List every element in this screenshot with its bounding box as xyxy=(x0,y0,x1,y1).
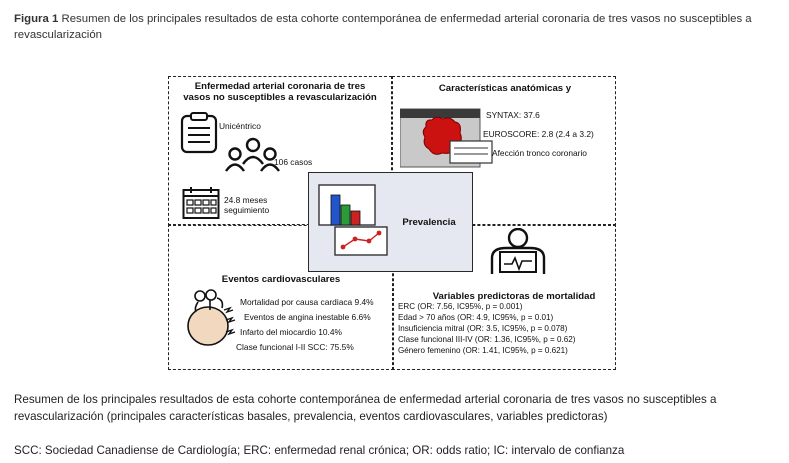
cohort-title-line1: Enfermedad arterial coronaria de tres xyxy=(194,81,366,92)
calendar-icon xyxy=(182,186,220,220)
figure-caption xyxy=(14,11,779,43)
predictor-item-2: Edad > 70 años (OR: 4.9, IC95%, p = 0.01) xyxy=(398,313,554,322)
events-title: Eventos cardiovasculares xyxy=(221,274,341,285)
casos-text: 106 casos xyxy=(274,157,313,167)
figure-caption-text: Resumen de los principales resultados de esta cohorte contemporánea de enfermedad arterial coronaria de tres vasos no susceptibles a revascularización xyxy=(14,13,752,41)
summary-text: Resumen de los principales resultados de esta cohorte contemporánea de enfermedad arterial coronaria de tres vasos no susceptibles a revascularización (principales características basales, prevalencia, eventos cardiovasculares, variables predictoras) xyxy=(14,393,717,423)
predictors-title: Variables predictoras de mortalidad xyxy=(432,291,596,302)
prevalence-label: Prevalencia xyxy=(402,217,456,228)
heart-organ-icon xyxy=(184,288,238,348)
figure-label: Figura 1 xyxy=(14,13,59,25)
monitor-heart-icon xyxy=(400,103,496,169)
prevalence-chart-icon xyxy=(315,183,391,259)
clipboard-icon xyxy=(180,112,218,154)
syntax-text: SYNTAX: 37.6 xyxy=(486,110,540,120)
summary-figure xyxy=(168,76,616,370)
cohort-title-line2: vasos no susceptibles a revascularización xyxy=(183,92,377,103)
anatomic-title: Características anatómicas y xyxy=(438,83,572,94)
event-item-4: Clase funcional I-II SCC: 75.5% xyxy=(236,342,354,352)
predictor-item-5: Género femenino (OR: 1.41, IC95%, p = 0.621) xyxy=(398,346,568,355)
euroscore-text: EUROSCORE: 2.8 (2.4 a 3.2) xyxy=(483,129,594,139)
seguimiento-line2: seguimiento xyxy=(224,205,270,215)
predictor-item-4: Clase funcional III-IV (OR: 1.36, IC95%, p = 0.62) xyxy=(398,335,576,344)
event-item-1: Mortalidad por causa cardiaca 9.4% xyxy=(240,297,374,307)
predictor-item-3: Insuficiencia mitral (OR: 3.5, IC95%, p = 0.078) xyxy=(398,324,568,333)
abbreviations-text: SCC: Sociedad Canadiense de Cardiología; ERC: enfermedad renal crónica; OR: odds ratio; IC: intervalo de confianza xyxy=(14,444,625,457)
prevalence-box xyxy=(308,172,473,272)
seguimiento-text xyxy=(224,195,269,215)
predictor-item-1: ERC (OR: 7.56, IC95%, p = 0.001) xyxy=(398,302,523,311)
tronco-text: Afección tronco coronario xyxy=(492,148,587,158)
seguimiento-line1: 24.8 meses xyxy=(224,195,268,205)
cohort-title xyxy=(172,81,388,103)
unicentrico-text: Unicéntrico xyxy=(219,121,261,131)
patient-monitor-icon xyxy=(486,228,550,276)
event-item-3: Infarto del miocardio 10.4% xyxy=(240,327,342,337)
event-item-2: Eventos de angina inestable 6.6% xyxy=(244,312,371,322)
